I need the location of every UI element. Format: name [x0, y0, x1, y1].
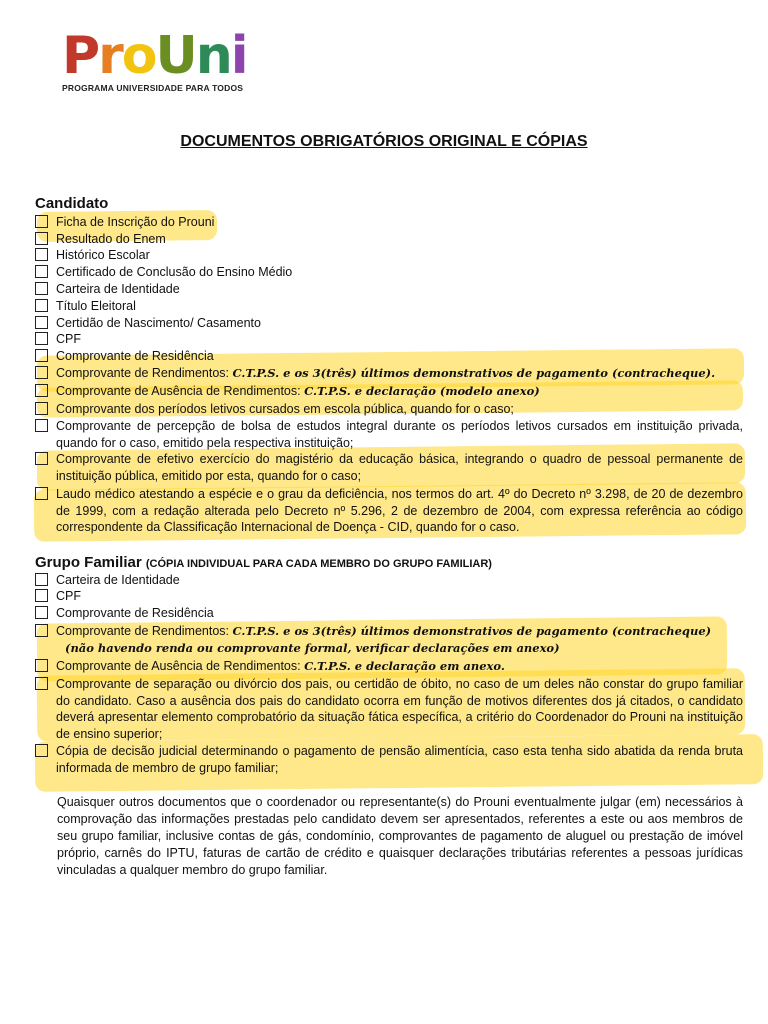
item-text: Comprovante de Ausência de Rendimentos: [56, 384, 305, 398]
checklist-item [35, 676, 743, 742]
checklist-item [35, 315, 743, 332]
checklist-item [35, 247, 743, 264]
checklist-item [35, 743, 743, 776]
item-text: CPF [56, 589, 81, 603]
checkbox[interactable] [35, 573, 48, 586]
checkbox[interactable] [35, 248, 48, 261]
checklist-item [35, 623, 743, 656]
section-heading-grupo-familiar [35, 554, 492, 571]
item-continuation: (não havendo renda ou comprovante formal, verificar declarações em anexo) [65, 640, 560, 655]
item-text: Comprovante de Residência [56, 349, 214, 363]
item-text: Comprovante de Rendimentos: [56, 366, 233, 380]
item-text: Comprovante dos períodos letivos cursados em escola pública, quando for o caso; [56, 402, 514, 416]
item-text: Carteira de Identidade [56, 573, 180, 587]
checkbox[interactable] [35, 402, 48, 415]
item-text: Cópia de decisão judicial determinando o pagamento de pensão alimentícia, caso esta tenha sido abatida da renda bruta informada de membro de grupo familiar; [56, 744, 743, 775]
item-text: Ficha de Inscrição do Prouni [56, 215, 215, 229]
item-text: Certificado de Conclusão do Ensino Médio [56, 265, 293, 279]
checklist-item [35, 401, 743, 418]
item-text: Laudo médico atestando a espécie e o grau da deficiência, nos termos do art. 4º do Decreto nº 3.298, de 20 de dezembro de 1999, com a redação alterada pelo Decreto nº 5.296, 2 de dezembro de 2004, com expressa referência ao código correspondente da Classificação Internacional de Doença - CID, quando for o caso. [56, 487, 743, 534]
checkbox[interactable] [35, 232, 48, 245]
checkbox[interactable] [35, 299, 48, 312]
checkbox[interactable] [35, 744, 48, 757]
item-text: Comprovante de efetivo exercício do magistério da educação básica, integrando o quadro de pessoal permanente de instituição pública, emitido por esta, quando for o caso; [56, 452, 743, 483]
checkbox[interactable] [35, 452, 48, 465]
checklist-item [35, 572, 743, 589]
item-text: CPF [56, 332, 81, 346]
checkbox[interactable] [35, 659, 48, 672]
checklist-item [35, 281, 743, 298]
checkbox[interactable] [35, 419, 48, 432]
checklist-item [35, 231, 743, 248]
logo-subtitle: PROGRAMA UNIVERSIDADE PARA TODOS [62, 83, 244, 93]
checklist-item [35, 605, 743, 622]
closing-paragraph: Quaisquer outros documentos que o coordenador ou representante(s) do Prouni eventualmente julgar (em) necessários à comprovação das informações prestadas pelo candidato devem ser apresentados, referentes a este ou aos membros de seu grupo familiar, inclusive contas de gás, condomínio, comprovantes de pagamento de aluguel ou prestação de imóvel próprio, carnês do IPTU, faturas de cartão de crédito e quaisquer declarações tributárias referentes a pessoas jurídicas vinculadas a qualquer membro do grupo familiar. [57, 795, 743, 877]
checkbox[interactable] [35, 677, 48, 690]
checkbox[interactable] [35, 265, 48, 278]
section-note: (CÓPIA INDIVIDUAL PARA CADA MEMBRO DO GRUPO FAMILIAR) [145, 558, 492, 570]
prouni-logo [62, 26, 272, 98]
item-emphasis: C.T.P.S. e declaração (modelo anexo) [304, 384, 540, 398]
checkbox[interactable] [35, 624, 48, 637]
checklist-item [35, 264, 743, 281]
checklist-item [35, 214, 743, 231]
checklist-item [35, 451, 743, 484]
checkbox[interactable] [35, 215, 48, 228]
checkbox[interactable] [35, 589, 48, 602]
section-heading-candidato: Candidato [35, 195, 109, 212]
checkbox[interactable] [35, 487, 48, 500]
item-text: Certidão de Nascimento/ Casamento [56, 316, 261, 330]
item-text: Comprovante de separação ou divórcio dos pais, ou certidão de óbito, no caso de um deles não constar do grupo familiar do candidato. Caso a ausência dos pais do candidato ocorra em função de motivos diferentes dos já citados, o candidato deverá apresentar elemento comprobatório da situação fática específica, a critério do Coordenador do Prouni na instituição de ensino superior; [56, 677, 743, 741]
checklist-item [35, 365, 743, 382]
checklist-item [35, 588, 743, 605]
checkbox[interactable] [35, 606, 48, 619]
checklist-item [35, 348, 743, 365]
item-text: Comprovante de Ausência de Rendimentos: [56, 659, 305, 673]
checkbox[interactable] [35, 349, 48, 362]
item-emphasis: C.T.P.S. e os 3(três) últimos demonstrativos de pagamento (contracheque). [232, 366, 716, 380]
checkbox[interactable] [35, 384, 48, 397]
checkbox[interactable] [35, 332, 48, 345]
item-emphasis: C.T.P.S. e declaração em anexo. [304, 659, 505, 673]
item-text: Carteira de Identidade [56, 282, 180, 296]
page-title: DOCUMENTOS OBRIGATÓRIOS ORIGINAL E CÓPIAS [180, 133, 588, 150]
checklist-item [35, 298, 743, 315]
checklist-item [35, 418, 743, 451]
item-text: Histórico Escolar [56, 248, 150, 262]
checkbox[interactable] [35, 366, 48, 379]
checklist-item [35, 486, 743, 536]
checkbox[interactable] [35, 282, 48, 295]
logo-wordmark: ProUni [62, 26, 247, 86]
checklist-item [35, 658, 743, 675]
item-text: Título Eleitoral [56, 299, 136, 313]
checklist-item [35, 383, 743, 400]
checklist-item [35, 331, 743, 348]
section-heading-label: Grupo Familiar [35, 554, 146, 571]
item-text: Comprovante de Rendimentos: [56, 624, 233, 638]
item-text: Comprovante de Residência [56, 606, 214, 620]
item-text: Resultado do Enem [56, 232, 166, 246]
checkbox[interactable] [35, 316, 48, 329]
item-emphasis: C.T.P.S. e os 3(três) últimos demonstrativos de pagamento (contracheque) [232, 624, 712, 638]
item-text: Comprovante de percepção de bolsa de estudos integral durante os períodos letivos cursados em instituição privada, quando for o caso, emitido pela respectiva instituição; [56, 419, 743, 450]
